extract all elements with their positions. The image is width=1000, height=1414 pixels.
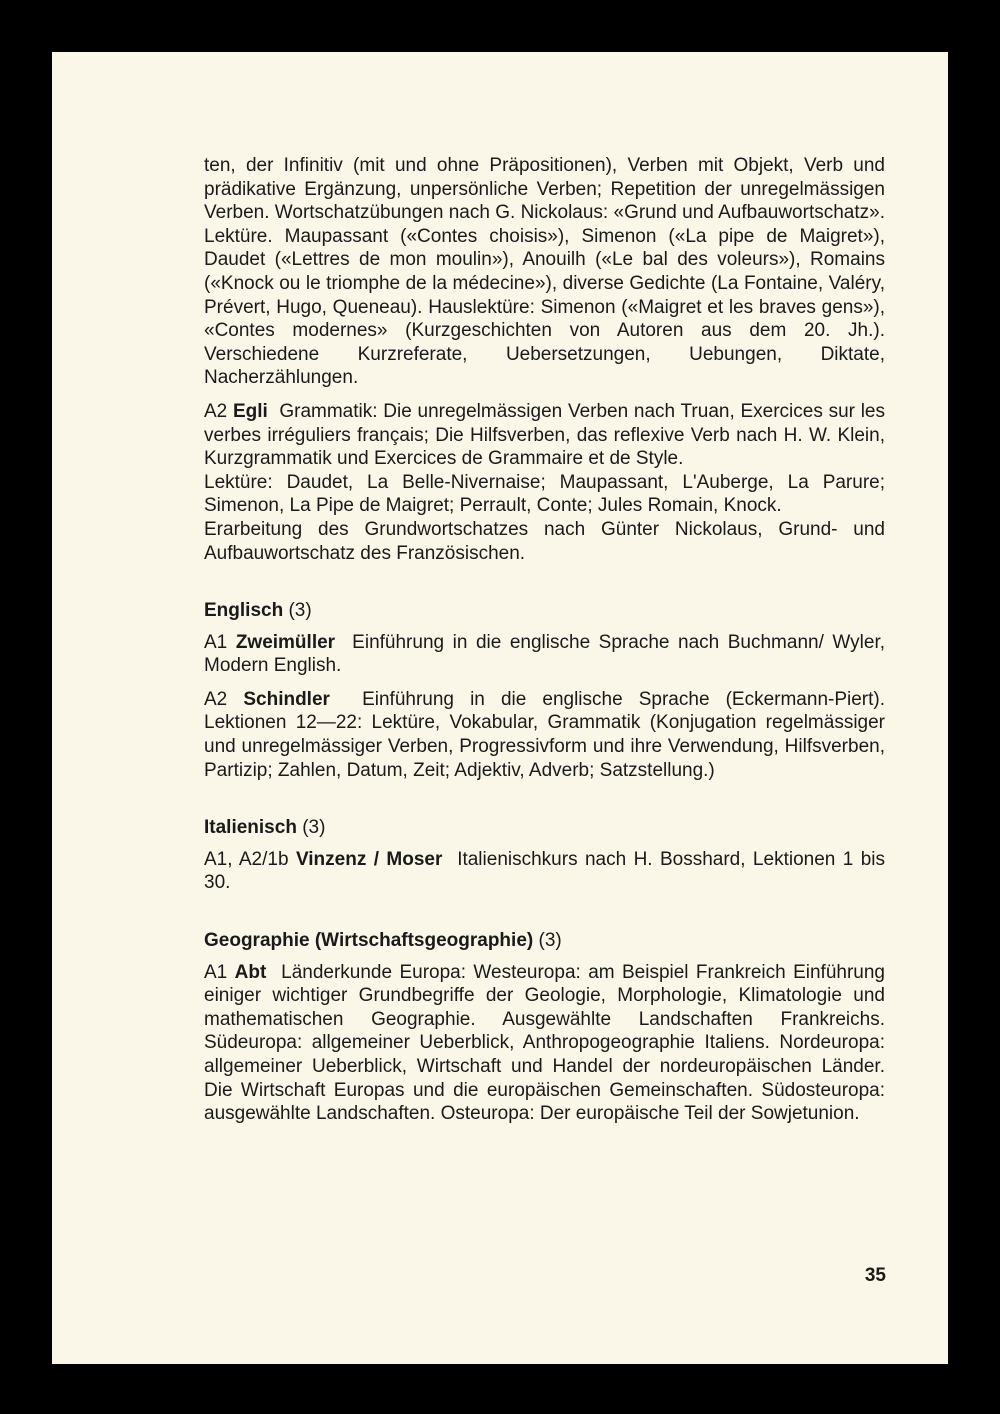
geography-heading [204, 929, 885, 953]
document-page [52, 52, 948, 1364]
italian-teacher: Vinzenz / Moser [295, 848, 443, 870]
italian-class: A1, A2/1b [204, 848, 289, 870]
english-a2-teacher: Schindler [243, 688, 330, 710]
english-a1-class: A1 [204, 631, 228, 653]
geography-class: A1 [204, 961, 228, 983]
english-a1-text: Einführung in die englische Sprache nach Buchmann/ Wyler, Modern English. [204, 631, 886, 677]
italian-text: Italienischkurs nach H. Bosshard, Lektionen 1 bis 30. [204, 848, 885, 894]
italian-hours: (3) [302, 817, 326, 839]
page-number: 35 [864, 1265, 886, 1286]
french-a2-entry [204, 400, 885, 471]
english-a2-class: A2 [204, 688, 228, 710]
italian-heading [204, 816, 885, 840]
italian-title: Italienisch [204, 817, 297, 839]
geography-teacher: Abt [234, 961, 267, 983]
geography-title: Geographie (Wirtschaftsgeographie) [204, 930, 534, 952]
english-hours: (3) [288, 600, 312, 622]
geography-text: Länderkunde Europa: Westeuropa: am Beispiel Frankreich Einführung einiger wichtiger Grundbegriffe der Geologie, Morphologie, Klimatologie und mathematischen Geographie. Ausgewählte Landschaften Frankreichs. Südeuropa: allgemeiner Ueberblick, Anthropogeographie Italiens. Nordeuropa: allgemeiner Ueberblick, Wirtschaft und Handel der nordeuropäischen Länder. Die Wirtschaft Europas und die europäischen Gemeinschaften. Südosteuropa: ausgewählte Landschaften. Osteuropa: Der europäische Teil der Sowjetunion. [204, 961, 885, 1125]
geography-hours: (3) [538, 930, 562, 952]
english-a1-teacher: Zweimüller [235, 631, 336, 653]
french-a2-text: Grammatik: Die unregelmässigen Verben nach Truan, Exercices sur les verbes irréguliers français; Die Hilfsverben, das reflexive Verb nach H. W. Klein, Kurzgrammatik und Exercices de Grammaire et de Style. [204, 400, 886, 470]
page-content [204, 154, 885, 1126]
intro-paragraph: ten, der Infinitiv (mit und ohne Präpositionen), Verben mit Objekt, Verb und prädikative Ergänzung, unpersönliche Verben; Repetition der unregelmässigen Verben. Wortschatzübungen nach G. Nickolaus: «Grund und Aufbauwortschatz». Lektüre. Maupassant («Contes choisis»), Simenon («La pipe de Maigret»), Daudet («Lettres de mon moulin»), Anouilh («Le bal des voleurs»), Romains («Knock ou le triomphe de la médecine»), diverse Gedichte (La Fontaine, Valéry, Prévert, Hugo, Queneau). Hauslektüre: Simenon («Maigret et les braves gens»), «Contes modernes» (Kurzgeschichten von Autoren aus dem 20. Jh.). Verschiedene Kurzreferate, Uebersetzungen, Uebungen, Diktate, Nacherzählungen. [204, 155, 885, 389]
english-a2-entry [204, 688, 885, 782]
french-a2-vocab: Erarbeitung des Grundwortschatzes nach Günter Nickolaus, Grund- und Aufbauwortschatz des Französischen. [204, 518, 885, 564]
french-a2-class: A2 [204, 400, 228, 422]
italian-entry [204, 848, 885, 895]
geography-entry [204, 961, 885, 1126]
english-a1-entry [204, 631, 885, 678]
french-a2-lecture: Lektüre: Daudet, La Belle-Nivernaise; Maupassant, L'Auberge, La Parure; Simenon, La Pipe de Maigret; Perrault, Conte; Jules Romain, Knock. [204, 471, 885, 517]
english-heading [204, 599, 885, 623]
english-a2-text: Einführung in die englische Sprache (Eckermann-Piert). Lektionen 12—22: Lektüre, Vokabular, Grammatik (Konjugation regelmässiger und unregelmässiger Verben, Progressivform und ihre Verwendung, Hilfsverben, Partizip; Zahlen, Datum, Zeit; Adjektiv, Adverb; Satzstellung.) [204, 688, 886, 781]
english-title: Englisch [204, 600, 284, 622]
french-a2-teacher: Egli [233, 400, 268, 422]
